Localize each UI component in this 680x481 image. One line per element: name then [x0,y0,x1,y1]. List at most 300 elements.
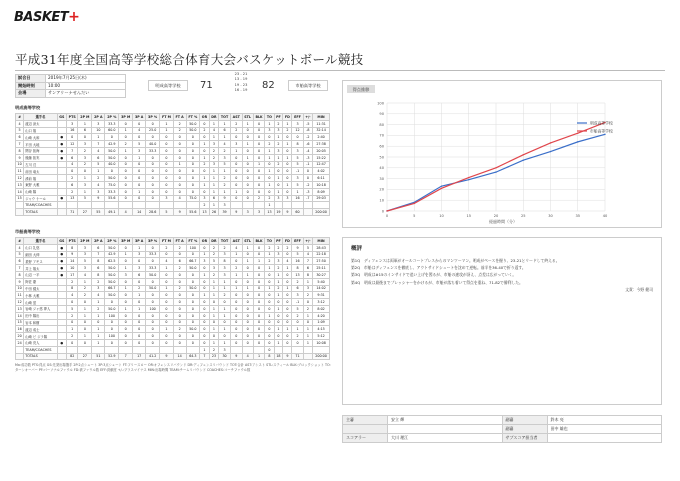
table-cell: 小林 大雅 [24,292,58,299]
table-cell: 0 [160,154,174,161]
table-cell: 0 [133,258,146,265]
table-cell: 9 [16,278,24,285]
totals-cell: 3 [242,209,253,216]
table-cell: 0 [242,319,253,326]
table-cell: 0 [253,278,265,285]
table-cell: -8 [303,127,313,134]
table-cell: -6 [303,141,313,148]
chart-x-ticks [386,214,608,218]
totals-cell: 71 [292,353,303,360]
table-cell: 1 [219,168,231,175]
column-header: 2P A [92,114,105,121]
table-cell: 2 [173,326,186,333]
table-cell: 0 [119,258,133,265]
table-cell: 湊前 翔 [24,175,58,182]
table-cell: 2 [92,305,105,312]
totals-cell: 200:00 [313,353,330,360]
away-box-score-table [15,237,330,360]
table-cell: 32:14 [313,127,330,134]
table-cell: 4 [303,251,313,258]
table-cell: 1 [219,285,231,292]
table-cell: 2 [92,175,105,182]
table-cell: 山崎 大和 [24,134,58,141]
table-cell: 1 [253,161,265,168]
table-cell: ● [57,141,66,148]
table-cell: 6 [92,265,105,272]
table-cell: 5 [78,258,92,265]
table-cell: 33.3 [105,120,119,127]
away-box-caption: 市船高等学校 [15,229,41,234]
table-cell: 1 [92,312,105,319]
official-role: サブスコア担当者 [502,434,547,443]
table-cell: 0 [146,326,160,333]
table-cell: -3 [303,188,313,195]
table-cell: 0 [283,161,292,168]
table-cell: 1 [78,333,92,340]
table-cell: 1 [265,251,274,258]
table-cell: 0 [253,319,265,326]
table-cell: 1 [219,188,231,195]
table-cell: 0 [200,333,210,340]
table-cell: 2 [265,195,274,202]
column-header: TOT [219,238,231,245]
column-header: 3P A [133,238,146,245]
table-cell: 1 [230,271,242,278]
table-row [16,154,330,161]
table-cell: 0 [119,278,133,285]
table-cell: 3 [292,175,303,182]
table-cell: 2 [78,285,92,292]
table-cell: ● [57,195,66,202]
table-cell: 2 [219,244,231,251]
table-cell: 0 [230,181,242,188]
table-cell: 1 [219,134,231,141]
table-cell: 33.3 [105,188,119,195]
table-cell: 1 [242,285,253,292]
table-cell: 0 [283,312,292,319]
table-cell: 5 [303,244,313,251]
basket-plus-logo: BASKET+ [14,9,80,25]
totals-cell [16,353,24,360]
totals-cell: 18 [274,353,283,360]
table-cell: 1 [230,147,242,154]
series-point [441,185,442,186]
table-cell: 2 [173,120,186,127]
table-cell: 40.0 [146,141,160,148]
column-header: 2P M [78,238,92,245]
quarter-scores [226,72,256,94]
table-cell: 5:12 [313,333,330,340]
info-value: サンアリーナせんだい [46,90,126,98]
table-cell: ● [57,339,66,346]
table-row [16,299,330,306]
table-cell: 0 [173,333,186,340]
table-cell: 0 [200,265,210,272]
table-cell: 2 [209,147,218,154]
x-tick-label: 15 [466,214,472,218]
table-cell [57,181,66,188]
table-cell [160,202,174,209]
table-cell: 0 [230,319,242,326]
table-cell: 10:08 [313,339,330,346]
table-cell: 2 [160,244,174,251]
table-cell: 1 [265,147,274,154]
table-cell [274,346,283,353]
table-cell [186,202,200,209]
totals-cell: 55 [92,209,105,216]
table-cell: 0 [105,299,119,306]
table-cell [146,346,160,353]
column-header: MIN [313,238,330,245]
column-header: TO [265,114,274,121]
table-cell: 0 [105,339,119,346]
table-cell: 1 [303,312,313,319]
table-cell: 3 [78,251,92,258]
away-score: 82 [262,80,275,91]
table-cell: 14 [66,258,77,265]
official-name: 大川 理江 [388,434,503,443]
totals-cell: 7 [119,353,133,360]
table-cell: -3 [303,154,313,161]
table-row [16,161,330,168]
table-cell: 6 [219,127,231,134]
table-cell: 3 [292,292,303,299]
table-cell: 2 [209,251,218,258]
commentary-panel [342,237,662,405]
table-cell: 0 [253,154,265,161]
table-cell: 75.0 [186,195,200,202]
table-cell: 100 [105,333,119,340]
table-cell: 75.0 [105,181,119,188]
table-cell: 1 [92,168,105,175]
table-cell: 16 [16,326,24,333]
totals-cell: 9 [230,209,242,216]
table-cell: 1 [78,188,92,195]
totals-cell: 41.2 [146,353,160,360]
table-cell: 0 [219,299,231,306]
table-cell: 0 [200,299,210,306]
table-cell: ● [57,244,66,251]
table-cell [230,202,242,209]
page-title: 平成31年度全国高等学校総合体育大会バスケットボール競技 [15,52,364,67]
table-cell: 0 [66,299,77,306]
table-cell: 0 [253,265,265,272]
x-tick-label: 40 [602,214,608,218]
table-row [16,251,330,258]
home-box-caption: 明成高等学校 [15,105,41,110]
column-header: 3P M [119,238,133,245]
column-header: 2P % [105,114,119,121]
column-header: TOT [219,114,231,121]
table-cell: 6 [92,244,105,251]
legend-label: 市船高等学校 [590,128,613,134]
table-cell: 4 [92,292,105,299]
table-cell: 5 [78,195,92,202]
commentary-paragraph: 第4Q 明成は最後までプレッシャーをかけるが、市船が落ち着いて得点を重ね、71-82で勝利した。 [351,279,523,285]
table-cell: 1 [283,285,292,292]
table-cell: 1 [274,271,283,278]
table-cell [57,285,66,292]
score-progress-chart [342,80,662,228]
table-cell: 0 [230,161,242,168]
table-cell: 3 [274,251,283,258]
table-cell: 50.0 [105,175,119,182]
table-cell [57,326,66,333]
table-cell: 29:03 [313,195,330,202]
table-cell: 2 [66,188,77,195]
table-cell: 4 [230,244,242,251]
table-cell: 42.9 [105,251,119,258]
totals-cell: 9 [283,209,292,216]
table-cell: 0 [160,175,174,182]
table-cell: 0 [219,333,231,340]
table-cell: 12 [292,127,303,134]
column-header: FT % [186,238,200,245]
y-tick-label: 30 [379,176,384,181]
table-cell: 1 [209,305,218,312]
game-info-table [15,74,126,98]
column-header: EFF [292,238,303,245]
table-cell: 2 [274,285,283,292]
table-cell: 4:20 [313,312,330,319]
x-tick-label: 35 [575,214,581,218]
home-box-score-table [15,113,330,216]
table-cell: 4 [219,141,231,148]
table-cell: 1 [265,154,274,161]
table-cell: 1 [274,326,283,333]
table-cell: 0 [253,326,265,333]
table-cell: 0 [78,299,92,306]
table-cell: 13 [292,271,303,278]
table-cell: 1 [265,181,274,188]
column-header: 2P M [78,114,92,121]
table-cell [16,202,24,209]
table-row [16,326,330,333]
table-cell: 0 [242,134,253,141]
table-row [16,134,330,141]
chart-y-ticks [377,101,385,213]
table-cell: 0 [92,319,105,326]
away-team-name: 市船高等学校 [288,80,328,91]
table-cell: 2 [66,312,77,319]
title-divider [15,70,665,71]
table-cell: 8:09 [313,188,330,195]
table-cell: 0 [200,305,210,312]
table-cell: 12 [66,141,77,148]
table-cell: 0 [173,181,186,188]
table-cell [242,202,253,209]
table-cell: 4 [92,181,105,188]
series-point [386,210,387,211]
table-cell: 0 [200,168,210,175]
table-cell: 1 [230,188,242,195]
table-cell: 10 [92,127,105,134]
table-cell: 山崎 陽 [24,188,58,195]
table-cell: 田中 陽出 [24,312,58,319]
column-header: OR [200,238,210,245]
totals-cell: 27 [78,209,92,216]
table-cell: 0 [253,181,265,188]
table-cell: 0 [253,292,265,299]
table-cell: 3 [160,195,174,202]
table-cell: 1 [274,188,283,195]
table-cell: 3 [230,141,242,148]
table-cell [313,346,330,353]
table-cell [303,202,313,209]
table-cell: 4 [209,127,218,134]
home-team-name: 明成高等学校 [148,80,188,91]
table-cell: 1 [274,134,283,141]
column-header: 2P A [92,238,105,245]
table-cell: 1 [119,127,133,134]
table-cell: 0 [133,319,146,326]
column-header: 選手名 [24,238,58,245]
table-cell: 2 [200,202,210,209]
table-cell: 3 [209,161,218,168]
table-cell: 1 [119,285,133,292]
table-cell: 2 [292,278,303,285]
column-header: AST [230,238,242,245]
table-cell: 50.0 [146,285,160,292]
table-cell: 0 [230,312,242,319]
abbreviation-note: Ma:成功数 PTS:得点 GS:先発出場選手 2P:2点シュート 3P:3点シュート FT:フリースロー OR:オフェンスリバウンド DR:ディフェンスリバウンド TOT:合計 AST:アシスト STL:スティール BLK:ブロックショット TO:ターンオーバー PF:パーソナルファウル FD:被ファウル数 EFF:貢献度 +/-:プラスマイナス MIN:出場時間 TEAM:チームリバウンド COACHES:コーチファウル数 [15,363,331,372]
table-cell: 1 [242,141,253,148]
table-cell: 3 [274,258,283,265]
table-cell: 0 [303,168,313,175]
table-cell: 0 [253,271,265,278]
table-cell: 16 [292,195,303,202]
totals-cell [16,209,24,216]
table-cell: 0 [283,251,292,258]
table-cell: 0 [186,312,200,319]
table-cell: 3:12 [313,299,330,306]
table-cell: 15 [16,195,24,202]
table-cell: 6 [78,127,92,134]
table-cell: 0 [146,258,160,265]
table-cell: 0 [133,168,146,175]
table-cell: 0 [292,319,303,326]
table-cell: 渡辺 涼太 [24,120,58,127]
table-cell: 1 [119,305,133,312]
totals-cell: 28.6 [146,209,160,216]
table-cell: 1 [265,285,274,292]
totals-row [16,209,330,216]
column-header: 3P % [146,114,160,121]
table-row [16,319,330,326]
column-header: EFF [292,114,303,121]
table-cell: 2 [274,161,283,168]
table-cell: 0 [133,134,146,141]
table-cell: 0 [265,299,274,306]
table-cell: 1 [209,326,218,333]
table-cell: 0 [265,305,274,312]
table-cell: 66.7 [186,258,200,265]
table-cell: 0 [230,326,242,333]
quarter-score: 13 - 19 [234,77,248,82]
column-header: STL [242,238,253,245]
table-row [16,305,330,312]
table-cell: 0 [274,168,283,175]
table-cell: 100 [186,244,200,251]
table-cell: 0 [146,181,160,188]
table-cell: 0 [146,299,160,306]
table-cell [57,202,66,209]
table-cell: 0 [78,168,92,175]
table-cell: 2 [200,127,210,134]
table-cell: 0 [242,312,253,319]
table-cell: 0 [242,265,253,272]
table-cell: 0 [186,154,200,161]
table-cell: 16 [292,258,303,265]
table-cell: 7 [66,147,77,154]
table-cell: 0 [160,181,174,188]
totals-cell: 14 [133,209,146,216]
table-cell: 0 [253,339,265,346]
table-cell: 0 [173,312,186,319]
table-cell: 10 [16,161,24,168]
table-cell: 0 [119,154,133,161]
table-cell: 3 [219,346,231,353]
table-cell [173,346,186,353]
table-cell: 0 [253,147,265,154]
table-cell: 8 [292,265,303,272]
table-cell: 0 [274,181,283,188]
table-cell: 0 [160,339,174,346]
series-point [604,134,605,135]
table-cell: 0 [186,271,200,278]
table-cell: 24 [16,339,24,346]
table-cell: 1 [92,326,105,333]
table-cell: 28:43 [313,244,330,251]
table-cell: 1 [66,326,77,333]
table-cell: 50.0 [105,278,119,285]
totals-cell [57,353,66,360]
table-cell: 55.6 [105,195,119,202]
totals-cell [57,209,66,216]
table-cell: 13 [16,181,24,188]
table-cell [313,202,330,209]
table-cell: 1 [160,326,174,333]
table-row [16,271,330,278]
table-cell: 6 [16,258,24,265]
table-cell [160,346,174,353]
table-cell: 1 [274,278,283,285]
table-cell: 0 [105,326,119,333]
table-cell: 1 [274,175,283,182]
table-cell: -7 [303,195,313,202]
y-tick-label: 60 [379,144,384,149]
table-cell: 1 [92,333,105,340]
table-cell: 4 [173,195,186,202]
table-cell: 5 [292,161,303,168]
table-cell: 3 [219,251,231,258]
table-cell: 3 [133,147,146,154]
chart-title: 得点推移 [352,87,370,92]
table-cell: 井上 翔太 [24,265,58,272]
table-cell: 6 [16,134,24,141]
chart-x-axis-label: 経過時間（分） [489,219,517,224]
officials-row [343,416,662,425]
table-cell: 3 [219,271,231,278]
table-cell: 3 [274,127,283,134]
table-cell: 20:05 [313,147,330,154]
table-cell: 0 [292,134,303,141]
table-cell: 1 [274,305,283,312]
official-name: 鈴木 亮 [547,416,662,425]
table-row [16,258,330,265]
table-cell: 0 [119,292,133,299]
table-cell: 0 [160,168,174,175]
